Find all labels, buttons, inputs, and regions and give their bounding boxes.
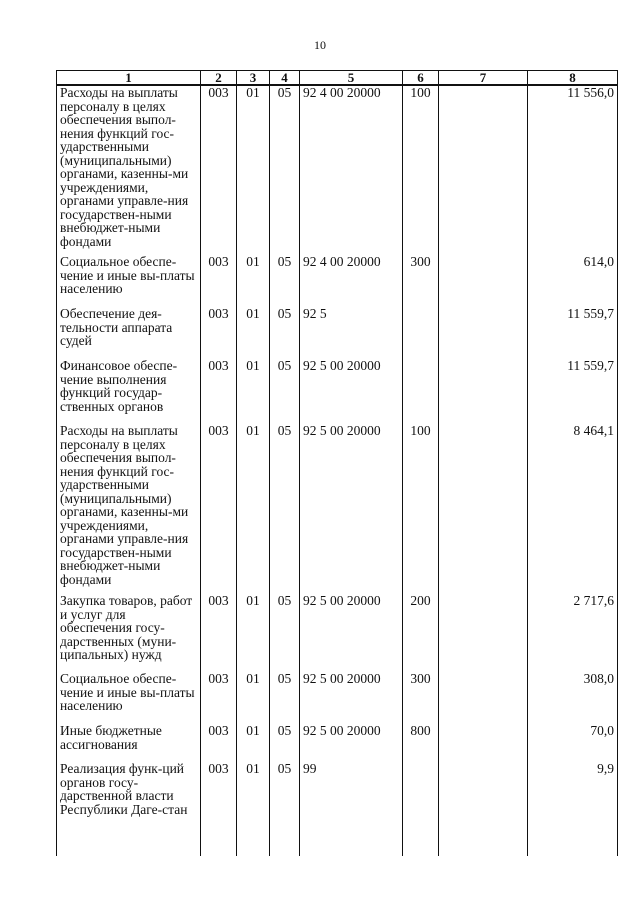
row-section: 01 bbox=[237, 594, 270, 672]
row-subsection: 05 bbox=[270, 594, 300, 672]
table-row bbox=[57, 255, 618, 307]
row-col7 bbox=[439, 672, 528, 724]
row-name: Социальное обеспе-чение и иные вы-платы населению bbox=[57, 255, 201, 307]
row-subsection: 05 bbox=[270, 762, 300, 840]
table-row bbox=[57, 359, 618, 424]
row-section: 01 bbox=[237, 724, 270, 762]
row-col7 bbox=[439, 359, 528, 424]
table-filler-row bbox=[57, 840, 618, 856]
row-name: Социальное обеспе-чение и иные вы-платы населению bbox=[57, 672, 201, 724]
row-subsection: 05 bbox=[270, 307, 300, 359]
column-header: 8 bbox=[528, 71, 618, 86]
row-expense-type bbox=[403, 359, 439, 424]
column-header: 6 bbox=[403, 71, 439, 86]
row-amount: 9,9 bbox=[528, 762, 618, 840]
row-expense-type: 300 bbox=[403, 672, 439, 724]
row-name: Обеспечение дея-тельности аппарата судей bbox=[57, 307, 201, 359]
row-code: 003 bbox=[201, 85, 237, 255]
row-name: Финансовое обеспе-чение выполнения функций государ-ственных органов bbox=[57, 359, 201, 424]
row-subsection: 05 bbox=[270, 424, 300, 594]
row-section: 01 bbox=[237, 85, 270, 255]
row-amount: 11 559,7 bbox=[528, 307, 618, 359]
row-code: 003 bbox=[201, 359, 237, 424]
table-row bbox=[57, 594, 618, 672]
row-subsection: 05 bbox=[270, 724, 300, 762]
row-amount: 70,0 bbox=[528, 724, 618, 762]
empty-cell bbox=[300, 840, 403, 856]
column-header: 5 bbox=[300, 71, 403, 86]
row-code: 003 bbox=[201, 594, 237, 672]
row-subsection: 05 bbox=[270, 672, 300, 724]
row-section: 01 bbox=[237, 672, 270, 724]
empty-cell bbox=[57, 840, 201, 856]
row-expense-type: 100 bbox=[403, 85, 439, 255]
row-expense-type: 300 bbox=[403, 255, 439, 307]
row-name: Иные бюджетные ассигнования bbox=[57, 724, 201, 762]
row-expense-type: 100 bbox=[403, 424, 439, 594]
row-amount: 8 464,1 bbox=[528, 424, 618, 594]
row-col7 bbox=[439, 724, 528, 762]
row-target-article: 92 5 bbox=[300, 307, 403, 359]
row-section: 01 bbox=[237, 307, 270, 359]
table-header-row bbox=[57, 71, 618, 86]
row-subsection: 05 bbox=[270, 359, 300, 424]
row-amount: 2 717,6 bbox=[528, 594, 618, 672]
row-col7 bbox=[439, 424, 528, 594]
column-header: 4 bbox=[270, 71, 300, 86]
column-header: 1 bbox=[57, 71, 201, 86]
row-amount: 11 559,7 bbox=[528, 359, 618, 424]
row-expense-type bbox=[403, 762, 439, 840]
row-amount: 614,0 bbox=[528, 255, 618, 307]
row-name: Расходы на выплаты персоналу в целях обеспечения выпол-нения функций гос-ударственными (муниципальными) органами, казенны-ми учреждениями, органами управле-ния государствен-ными внебюджет-ными фондами bbox=[57, 85, 201, 255]
row-expense-type: 800 bbox=[403, 724, 439, 762]
row-name: Расходы на выплаты персоналу в целях обеспечения выпол-нения функций гос-ударственными (муниципальными) органами, казенны-ми учреждениями, органами управле-ния государствен-ными внебюджет-ными фондами bbox=[57, 424, 201, 594]
row-target-article: 92 5 00 20000 bbox=[300, 594, 403, 672]
row-col7 bbox=[439, 594, 528, 672]
row-target-article: 92 4 00 20000 bbox=[300, 85, 403, 255]
row-amount: 11 556,0 bbox=[528, 85, 618, 255]
row-subsection: 05 bbox=[270, 85, 300, 255]
empty-cell bbox=[439, 840, 528, 856]
row-target-article: 99 bbox=[300, 762, 403, 840]
row-target-article: 92 5 00 20000 bbox=[300, 672, 403, 724]
row-subsection: 05 bbox=[270, 255, 300, 307]
row-code: 003 bbox=[201, 424, 237, 594]
table-row bbox=[57, 762, 618, 840]
table-row bbox=[57, 307, 618, 359]
table-body bbox=[57, 85, 618, 856]
table-row bbox=[57, 672, 618, 724]
empty-cell bbox=[237, 840, 270, 856]
row-col7 bbox=[439, 255, 528, 307]
row-name: Реализация функ-ций органов госу-дарственной власти Республики Даге-стан bbox=[57, 762, 201, 840]
column-header: 3 bbox=[237, 71, 270, 86]
row-expense-type bbox=[403, 307, 439, 359]
row-target-article: 92 5 00 20000 bbox=[300, 724, 403, 762]
row-code: 003 bbox=[201, 724, 237, 762]
row-code: 003 bbox=[201, 255, 237, 307]
row-code: 003 bbox=[201, 672, 237, 724]
column-header: 2 bbox=[201, 71, 237, 86]
row-section: 01 bbox=[237, 255, 270, 307]
budget-table bbox=[56, 70, 618, 856]
row-section: 01 bbox=[237, 424, 270, 594]
row-target-article: 92 5 00 20000 bbox=[300, 359, 403, 424]
row-code: 003 bbox=[201, 762, 237, 840]
row-target-article: 92 4 00 20000 bbox=[300, 255, 403, 307]
row-col7 bbox=[439, 85, 528, 255]
page-number: 10 bbox=[314, 38, 326, 52]
empty-cell bbox=[270, 840, 300, 856]
table-row bbox=[57, 424, 618, 594]
row-section: 01 bbox=[237, 762, 270, 840]
row-amount: 308,0 bbox=[528, 672, 618, 724]
row-target-article: 92 5 00 20000 bbox=[300, 424, 403, 594]
row-col7 bbox=[439, 307, 528, 359]
row-expense-type: 200 bbox=[403, 594, 439, 672]
table-row bbox=[57, 724, 618, 762]
row-code: 003 bbox=[201, 307, 237, 359]
empty-cell bbox=[201, 840, 237, 856]
table-row bbox=[57, 85, 618, 255]
empty-cell bbox=[528, 840, 618, 856]
row-col7 bbox=[439, 762, 528, 840]
row-name: Закупка товаров, работ и услуг для обеспечения госу-дарственных (муни-ципальных) нужд bbox=[57, 594, 201, 672]
column-header: 7 bbox=[439, 71, 528, 86]
empty-cell bbox=[403, 840, 439, 856]
row-section: 01 bbox=[237, 359, 270, 424]
